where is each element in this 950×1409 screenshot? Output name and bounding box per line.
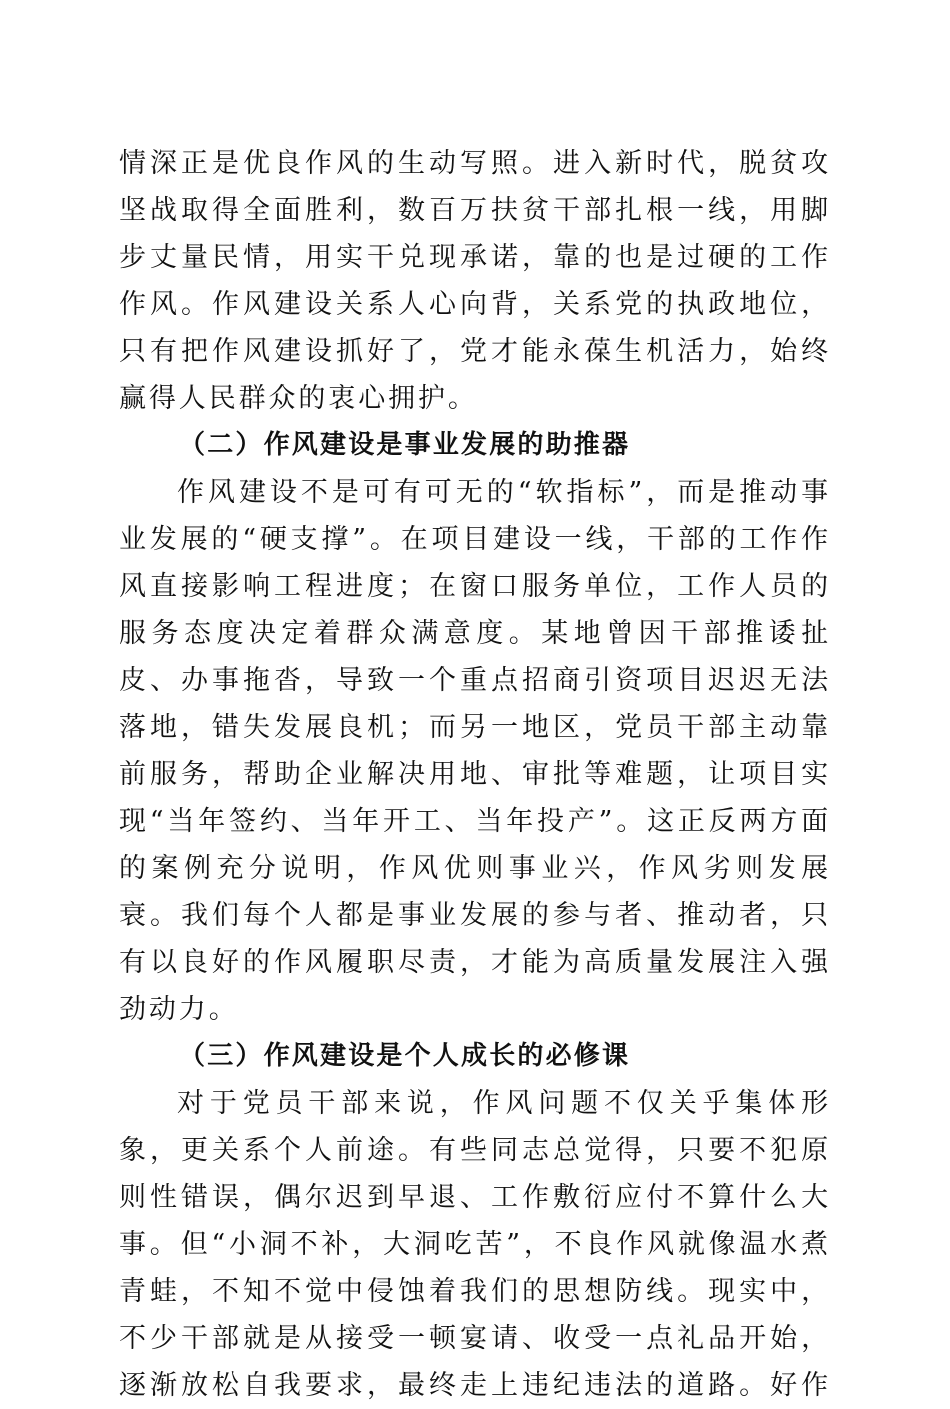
section-heading-3: （三）作风建设是个人成长的必修课 — [179, 1041, 631, 1071]
paragraph-section-2: 作风建设不是可有可无的“软指标”，而是推动事业发展的“硬支撑”。在项目建设一线，干部的工作作风直接影响工程进度；在窗口服务单位，工作人员的服务态度决定着群众满意度。某地曾因干部推诿扯皮、办事拖沓，导致一个重点招商引资项目迟迟无法落地，错失发展良机；而另一地区，党员干部主动靠前服务，帮助企业解决用地、审批等难题，让项目实现“当年签约、当年开工、当年投产”。这正反两方面的案例充分说明，作风优则事业兴，作风劣则发展衰。我们每个人都是事业发展的参与者、推动者，只有以良好的作风履职尽责，才能为高质量发展注入强劲动力。 — [119, 477, 831, 1025]
section-heading-2: （二）作风建设是事业发展的助推器 — [179, 430, 631, 460]
document-body — [119, 140, 831, 1409]
paragraph-intro-continued: 情深正是优良作风的生动写照。进入新时代，脱贫攻坚战取得全面胜利，数百万扶贫干部扎根一线，用脚步丈量民情，用实干兑现承诺，靠的也是过硬的工作作风。作风建设关系人心向背，关系党的执政地位，只有把作风建设抓好了，党才能永葆生机活力，始终赢得人民群众的衷心拥护。 — [119, 148, 831, 414]
paragraph-section-3: 对于党员干部来说，作风问题不仅关乎集体形象，更关系个人前途。有些同志总觉得，只要不犯原则性错误，偶尔迟到早退、工作敷衍应付不算什么大事。但“小洞不补，大洞吃苦”，不良作风就像温水煮青蛙，不知不觉中侵蚀着我们的思想防线。现实中，不少干部就是从接受一顿宴请、收受一点礼品开始，逐渐放松自我要求，最终走上违纪违法的道路。好作 — [119, 1088, 831, 1401]
